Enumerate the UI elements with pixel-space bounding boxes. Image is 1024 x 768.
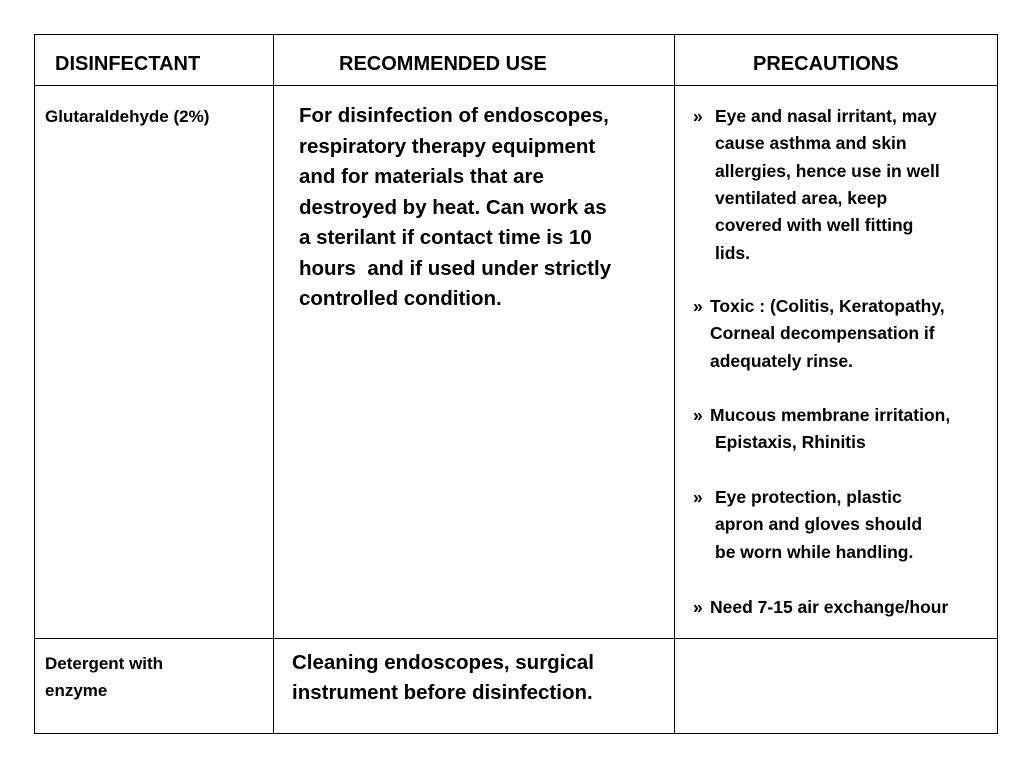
precaution-line: be worn while handling. <box>715 541 914 562</box>
row2-use-line: Cleaning endoscopes, surgical <box>292 651 594 674</box>
precaution-line: Eye and nasal irritant, may <box>715 106 937 126</box>
bullet-icon: » <box>693 487 703 507</box>
precaution-line: cause asthma and skin <box>715 133 907 154</box>
row-divider <box>35 638 997 639</box>
bullet-icon: » <box>693 296 703 316</box>
bullet-icon: » <box>693 106 703 126</box>
row1-use-line: and for materials that are <box>299 165 544 188</box>
precaution-line: covered with well fitting <box>715 215 914 236</box>
header-disinfectant: DISINFECTANT <box>55 53 201 75</box>
precaution-line: allergies, hence use in well <box>715 160 940 181</box>
row1-use-line: respiratory therapy equipment <box>299 134 596 158</box>
row1-use-line: controlled condition. <box>299 287 502 310</box>
precaution-line: Eye protection, plastic <box>715 487 902 507</box>
precaution-line: ventilated area, keep <box>715 187 888 208</box>
precaution-line: Corneal decompensation if <box>710 323 935 344</box>
row1-use-line: For disinfection of endoscopes, <box>299 104 609 127</box>
precaution-line: Epistaxis, Rhinitis <box>715 432 866 453</box>
row2-disinfectant-line: enzyme <box>45 681 108 700</box>
row1-use-line: a sterilant if contact time is 10 <box>299 226 592 249</box>
precaution-line: Toxic : (Colitis, Keratopathy, <box>710 296 945 316</box>
header-recommended-use: RECOMMENDED USE <box>339 53 547 75</box>
disinfectant-table <box>34 34 998 734</box>
precaution-line: lids. <box>715 242 751 263</box>
row2-disinfectant-line: Detergent with <box>45 654 164 673</box>
row1-use-line: destroyed by heat. Can work as <box>299 195 607 219</box>
precaution-line: apron and gloves should <box>715 514 923 535</box>
precaution-line: Mucous membrane irritation, <box>710 405 951 425</box>
bullet-icon: » <box>693 405 703 425</box>
column-divider-1 <box>273 35 274 733</box>
column-divider-2 <box>674 35 675 733</box>
header-precautions: PRECAUTIONS <box>753 53 899 75</box>
row1-disinfectant: Glutaraldehyde (2%) <box>45 107 210 126</box>
row1-use-line: hours and if used under strictly <box>299 256 612 280</box>
row2-use-line: instrument before disinfection. <box>292 681 593 704</box>
precaution-line: adequately rinse. <box>710 350 853 371</box>
header-divider <box>35 85 997 86</box>
precaution-line: Need 7-15 air exchange/hour <box>710 597 949 617</box>
bullet-icon: » <box>693 597 703 617</box>
